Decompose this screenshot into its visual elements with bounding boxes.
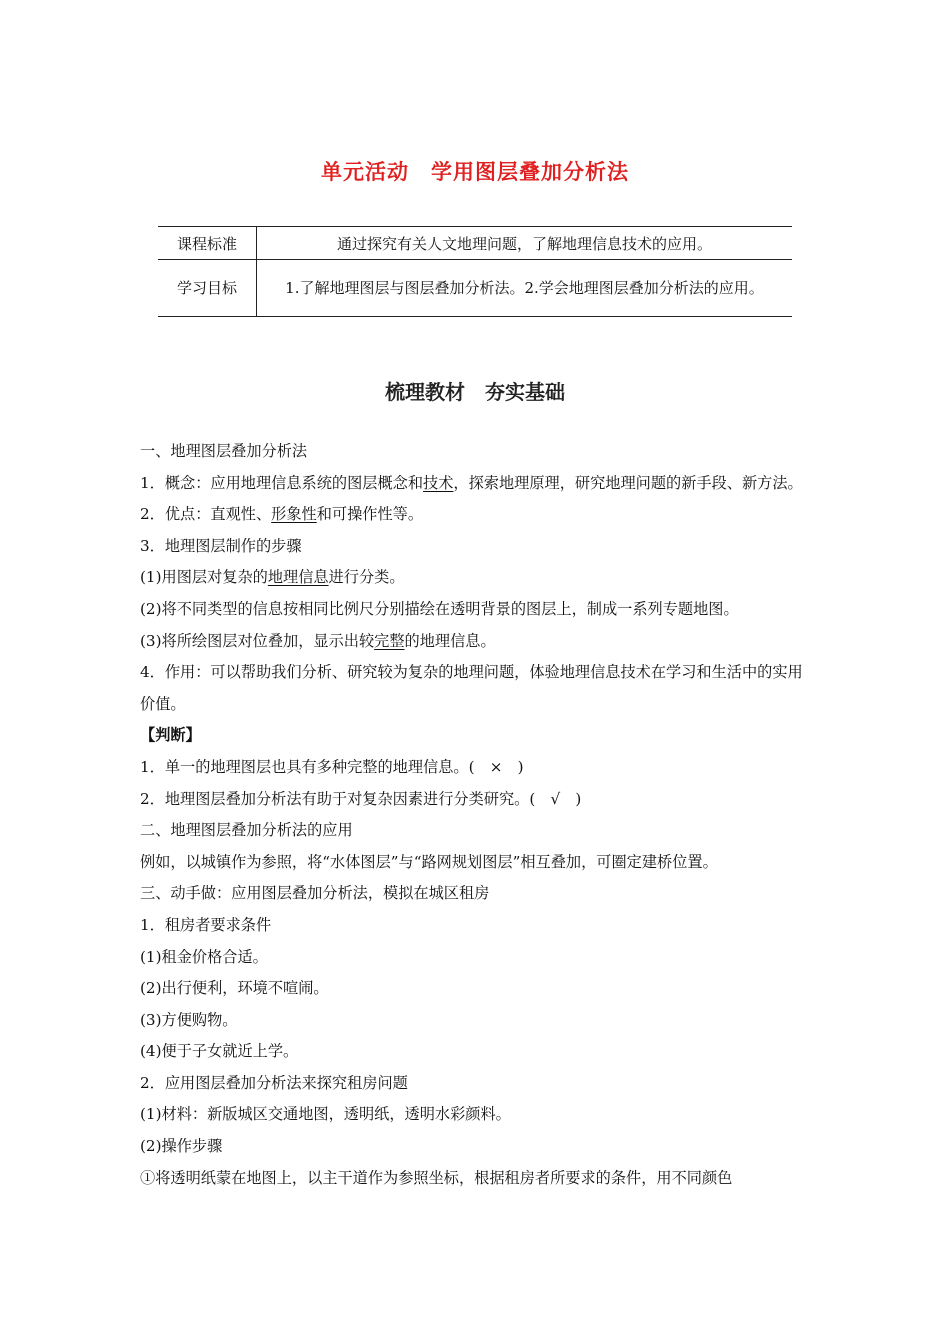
underlined-term: 形象性	[271, 505, 317, 524]
standards-table	[158, 226, 792, 317]
text-span: (3)将所绘图层对位叠加，显示出较	[140, 631, 375, 650]
example-paragraph: 例如，以城镇作为参照，将“水体图层”与“路网规划图层”相互叠加，可圈定建桥位置。	[140, 852, 718, 871]
step-item: (2)将不同类型的信息按相同比例尺分别描绘在透明背景的图层上，制成一系列专题地图。	[140, 599, 739, 618]
steps-heading: 3．地理图层制作的步骤	[140, 536, 302, 555]
standard-label: 课程标准	[158, 227, 257, 260]
heading-2: 二、地理图层叠加分析法的应用	[140, 821, 353, 840]
list-heading: 2．应用图层叠加分析法来探究租房问题	[140, 1073, 408, 1092]
text-span: 进行分类。	[328, 568, 405, 587]
list-item: (1)材料：新版城区交通地图，透明纸，透明水彩颜料。	[140, 1105, 511, 1124]
text-span: (1)用图层对复杂的	[140, 568, 268, 587]
list-item: (2)出行便利，环境不喧闹。	[140, 979, 329, 998]
text-span: 和可操作性等。	[316, 505, 424, 524]
underlined-term: 技术	[423, 473, 454, 492]
table-row	[158, 260, 792, 317]
advantage-paragraph	[140, 499, 812, 531]
document-title: 单元活动 学用图层叠加分析法	[321, 160, 629, 184]
list-item: (2)操作步骤	[140, 1137, 223, 1156]
list-item: ①将透明纸蒙在地图上，以主干道作为参照坐标，根据租房者所要求的条件，用不同颜色	[140, 1168, 733, 1187]
text-span: 2．优点：直观性、	[140, 505, 272, 524]
list-item: (1)租金价格合适。	[140, 947, 268, 966]
objective-value: 1.了解地理图层与图层叠加分析法。2.学会地理图层叠加分析法的应用。	[257, 260, 793, 317]
section-title: 梳理教材 夯实基础	[385, 380, 565, 404]
document-body	[140, 436, 812, 1194]
underlined-term: 地理信息	[267, 568, 329, 587]
underlined-term: 完整	[374, 631, 405, 650]
standard-value: 通过探究有关人文地理问题，了解地理信息技术的应用。	[257, 227, 793, 260]
table-row	[158, 227, 792, 260]
heading-3: 三、动手做：应用图层叠加分析法，模拟在城区租房	[140, 884, 490, 903]
list-item: (4)便于子女就近上学。	[140, 1042, 299, 1061]
concept-paragraph	[140, 468, 812, 500]
judge-item: 2．地理图层叠加分析法有助于对复杂因素进行分类研究。( √ )	[140, 789, 582, 808]
objective-label: 学习目标	[158, 260, 257, 317]
list-heading: 1．租房者要求条件	[140, 915, 272, 934]
text-span: 的地理信息。	[404, 631, 496, 650]
heading-1: 一、地理图层叠加分析法	[140, 442, 308, 460]
judge-label: 【判断】	[140, 726, 201, 745]
function-paragraph: 4．作用：可以帮助我们分析、研究较为复杂的地理问题，体验地理信息技术在学习和生活中的实用价值。	[140, 663, 803, 713]
step-item	[140, 562, 812, 594]
judge-item: 1．单一的地理图层也具有多种完整的地理信息。( × )	[140, 757, 524, 776]
list-item: (3)方便购物。	[140, 1010, 238, 1029]
text-span: ，探索地理原理，研究地理问题的新手段、新方法。	[453, 473, 803, 492]
step-item	[140, 626, 812, 658]
text-span: 1．概念：应用地理信息系统的图层概念和	[140, 473, 424, 492]
